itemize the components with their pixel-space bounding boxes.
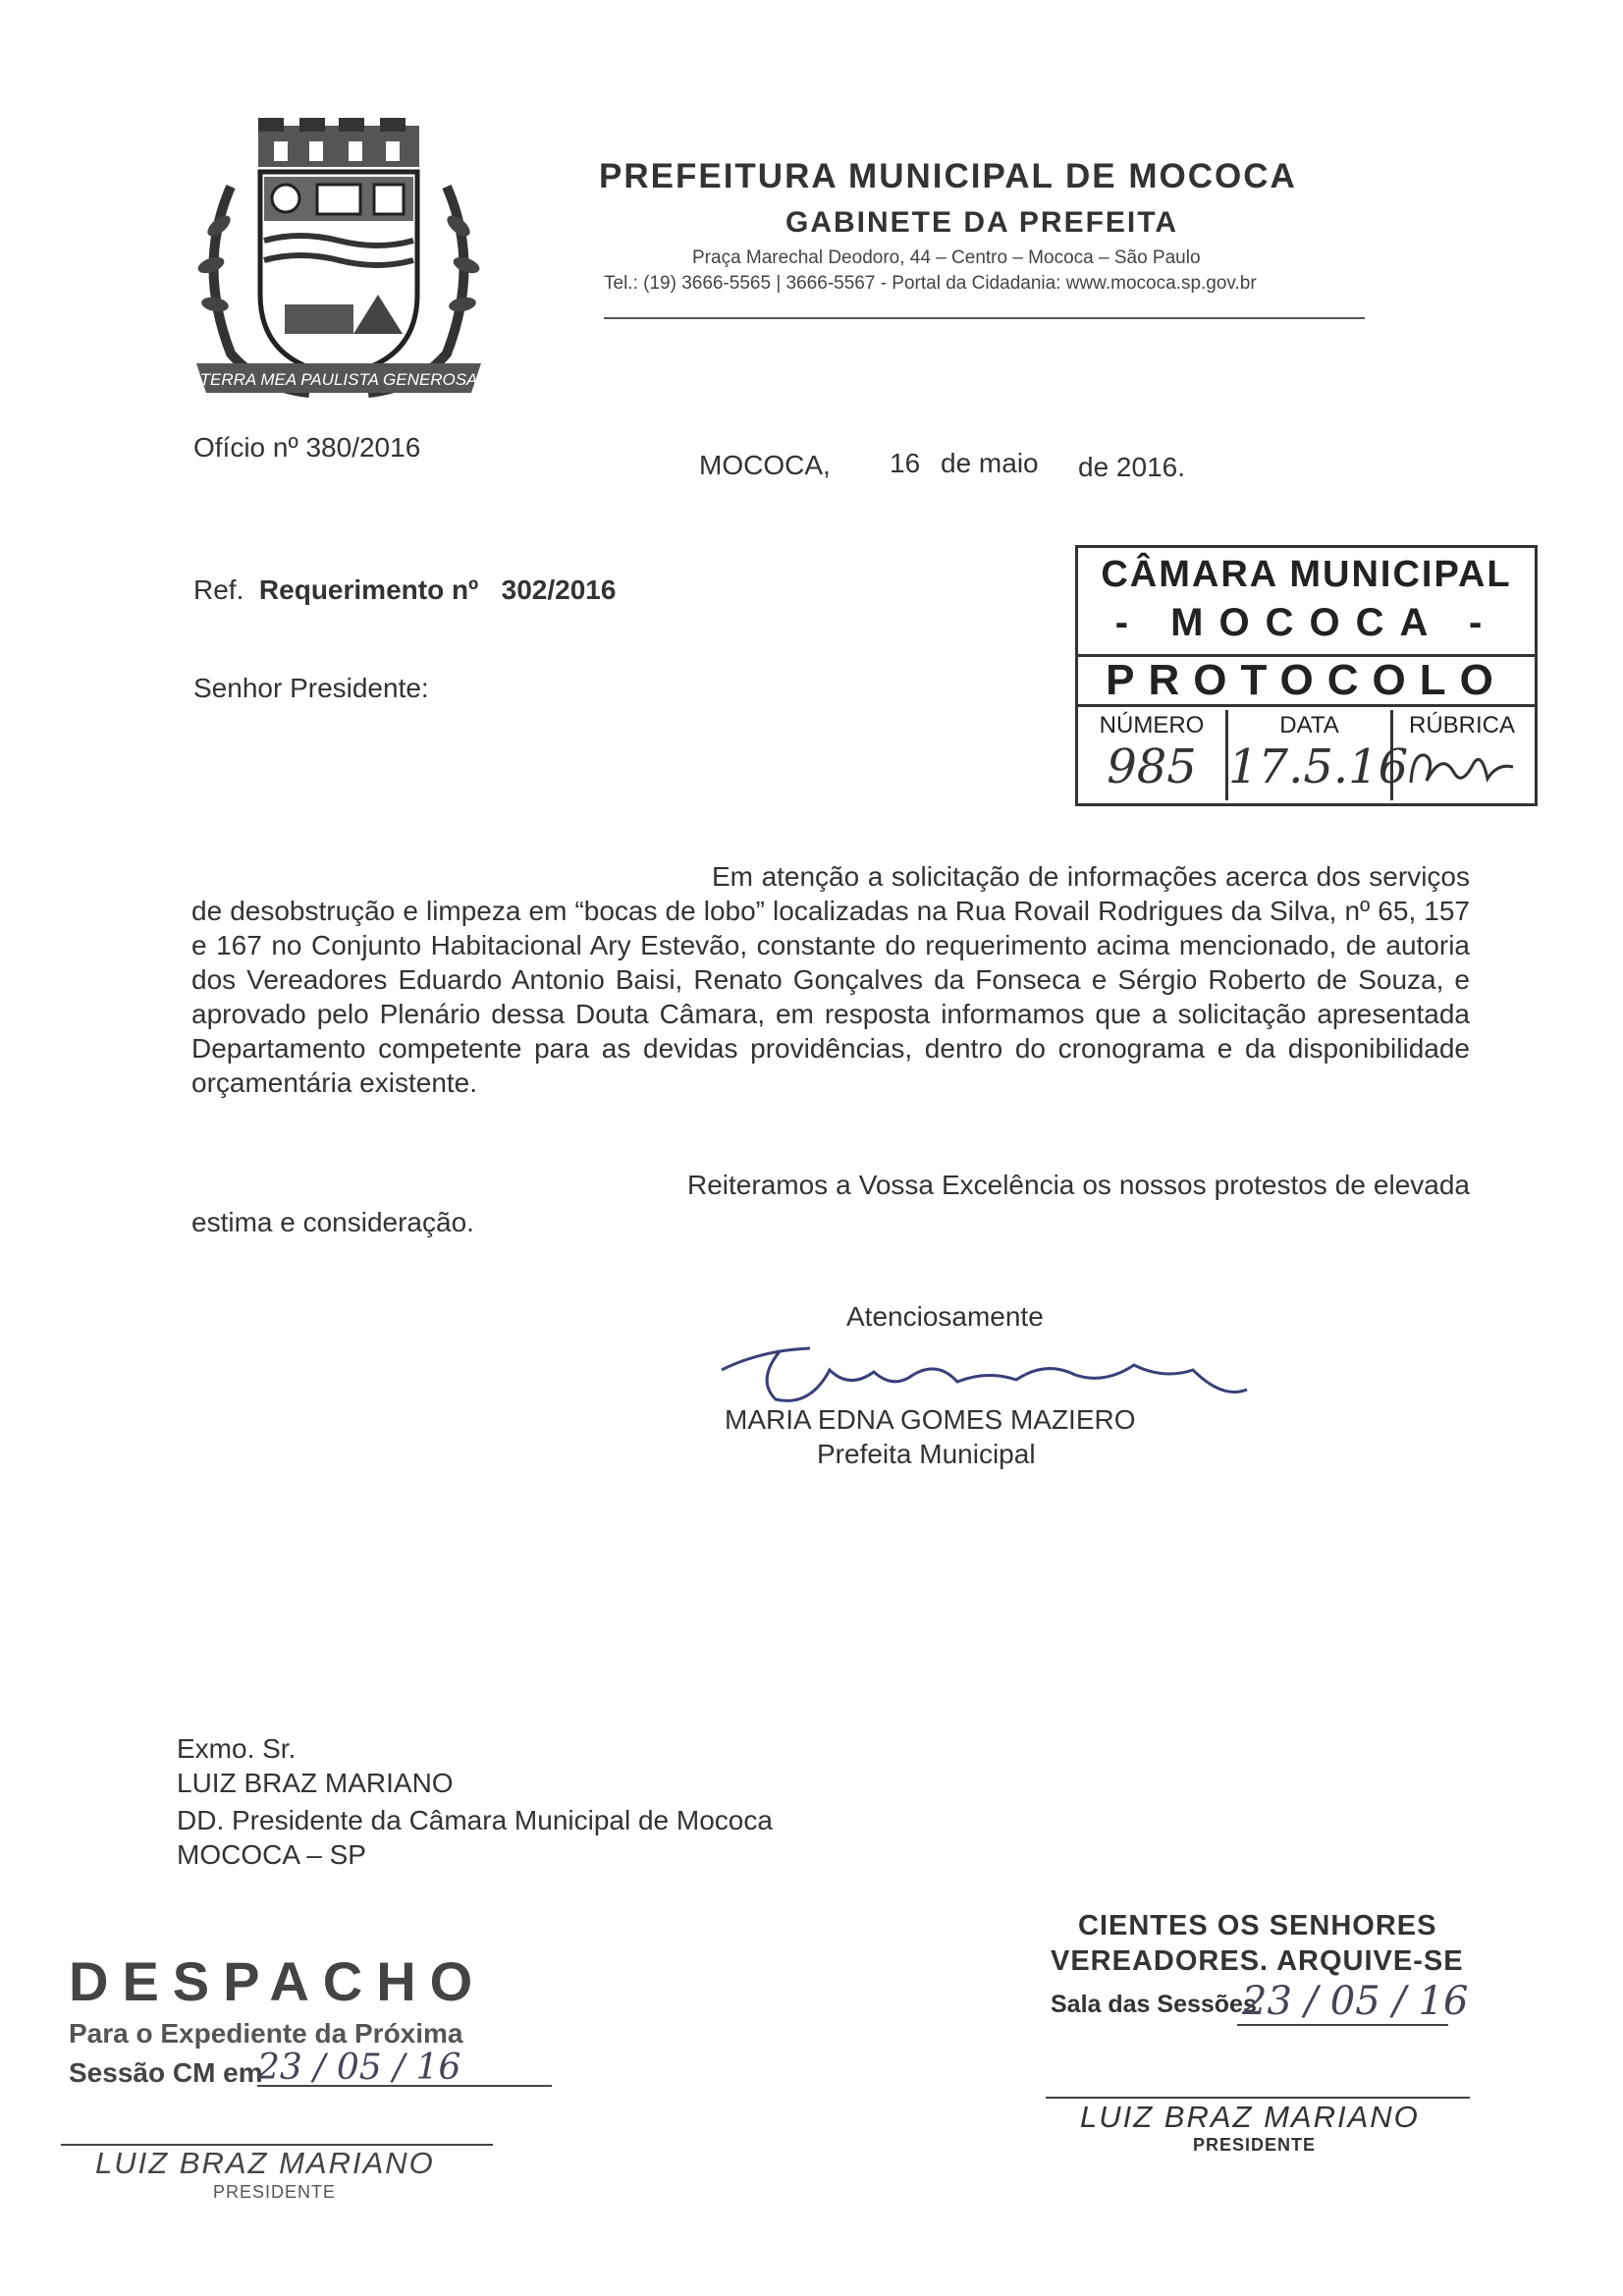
oficio-number: Ofício nº 380/2016 <box>193 432 421 463</box>
municipal-crest <box>191 118 486 422</box>
stamp-line-mococa: - MOCOCA - <box>1114 601 1498 644</box>
page-title: PREFEITURA MUNICIPAL DE MOCOCA <box>599 157 1297 195</box>
header-divider <box>604 317 1365 319</box>
stamp-numero-value: 985 <box>1107 739 1197 794</box>
reference-line <box>193 574 616 606</box>
ref-number: 302/2016 <box>501 574 617 605</box>
despacho-date: 23 / 05 / 16 <box>257 2048 461 2088</box>
cientes-signature-line <box>1046 2097 1470 2099</box>
stamp-numero-label: NÚMERO <box>1099 712 1205 738</box>
cientes-date: 23 / 05 / 16 <box>1242 1979 1469 2024</box>
stamp-data-cell <box>1228 710 1409 800</box>
signer-name: MARIA EDNA GOMES MAZIERO <box>725 1404 1136 1435</box>
stamp-rubrica-signature <box>1403 743 1521 794</box>
despacho-date-line <box>257 2085 552 2087</box>
letter-day: 16 <box>890 448 921 478</box>
cientes-signer-name: LUIZ BRAZ MARIANO <box>1080 2100 1420 2134</box>
ref-label: Requerimento nº <box>258 574 479 605</box>
header-contact: Tel.: (19) 3666-5565 | 3666-5567 - Portal da Cidadania: www.mococa.sp.gov.br <box>604 273 1257 294</box>
cientes-date-line <box>1237 2024 1448 2026</box>
despacho-line-sessao: Sessão CM em <box>69 2057 263 2088</box>
recipient-city: MOCOCA – SP <box>177 1839 366 1870</box>
cientes-line-2: VEREADORES. ARQUIVE-SE <box>1051 1945 1464 1977</box>
stamp-data-label: DATA <box>1279 712 1339 738</box>
cientes-line-1: CIENTES OS SENHORES <box>1078 1910 1437 1941</box>
despacho-line-expediente: Para o Expediente da Próxima <box>69 2018 463 2049</box>
letter-regards: Atenciosamente <box>846 1301 1044 1332</box>
despacho-title: DESPACHO <box>69 1950 487 2012</box>
signer-role: Prefeita Municipal <box>817 1439 1036 1469</box>
cientes-line-sala: Sala das Sessões <box>1051 1991 1257 2018</box>
recipient-name: LUIZ BRAZ MARIANO <box>177 1768 454 1798</box>
protocol-stamp <box>1075 545 1538 806</box>
letter-closing: Reiteramos a Vossa Excelência os nossos protestos de elevada estima e consideração. <box>191 1170 1470 1237</box>
letter-place: MOCOCA, <box>699 450 831 480</box>
header-address: Praça Marechal Deodoro, 44 – Centro – Mococa – São Paulo <box>692 247 1201 268</box>
recipient-salutation: Exmo. Sr. <box>177 1733 297 1764</box>
stamp-data-value: 17.5.16 <box>1228 739 1409 794</box>
crest-motto: TERRA MEA PAULISTA GENEROSA <box>199 370 478 389</box>
letter-year: de 2016. <box>1078 452 1185 482</box>
letter-body: Em atenção a solicitação de informações acerca dos serviços de desobstrução e limpeza em “bocas de lobo” localizadas na Rua Rovail Rodrigues da Silva, nº 65, 157 e 167 no Conjunto Habitacional Ary Estevão, constante do requerimento acima mencionado, de autoria dos Vereadores Eduardo Antonio Baisi, Renato Gonçalves da Fonseca e Sérgio Roberto de Souza, e aprovado pelo Plenário dessa Douta Câmara, em resposta informamos que a solicitação apresentada Departamento competente para as devidas providências, dentro do cronograma e da disponibilidade orçamentária existente. <box>191 861 1470 1098</box>
despacho-signer-role: PRESIDENTE <box>213 2182 337 2202</box>
cientes-signer-role: PRESIDENTE <box>1193 2135 1317 2155</box>
stamp-line-protocolo: PROTOCOLO <box>1078 654 1535 707</box>
ref-prefix: Ref. <box>193 574 244 605</box>
stamp-rubrica-cell <box>1393 710 1531 800</box>
stamp-numero-cell <box>1078 710 1228 800</box>
stamp-rubrica-label: RÚBRICA <box>1408 712 1515 738</box>
despacho-signer-name: LUIZ BRAZ MARIANO <box>95 2146 435 2180</box>
letter-month: de maio <box>941 448 1039 478</box>
recipient-title: DD. Presidente da Câmara Municipal de Mococa <box>177 1805 773 1835</box>
page-subtitle: GABINETE DA PREFEITA <box>785 206 1179 239</box>
stamp-line-camara: CÂMARA MUNICIPAL <box>1101 554 1512 595</box>
salutation: Senhor Presidente: <box>193 673 429 703</box>
